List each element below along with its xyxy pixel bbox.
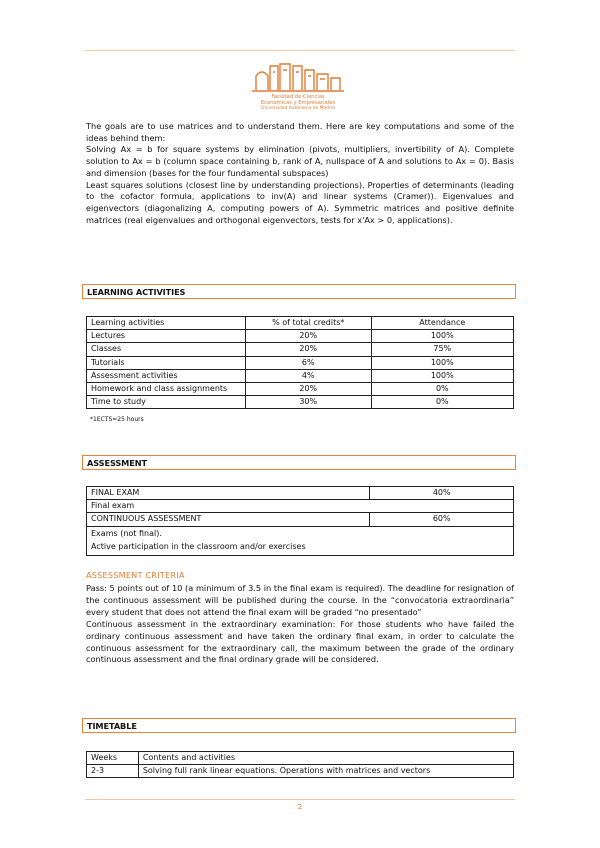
attendance-cell: 75% <box>371 343 513 356</box>
page-number: 2 <box>297 803 303 811</box>
section-title: ASSESSMENT <box>87 458 147 468</box>
criteria-paragraph: Pass: 5 points out of 10 (a minimum of 3.5 in the final exam is required). The deadline for resignation of the continuous assessment will be published during the course. In the “convocatoria extraordinaria” every student that does not attend the final exam will be graded “no presentado” <box>86 583 514 617</box>
weeks-cell: 2-3 <box>87 765 139 778</box>
header-cell: Learning activities <box>87 317 246 330</box>
building-icon <box>248 60 348 94</box>
attendance-cell: 100% <box>371 356 513 369</box>
continuous-assessment-items <box>87 526 514 555</box>
table-row <box>87 356 514 369</box>
criteria-paragraph: Continuous assessment in the extraordinary examination: For those students who have failed the ordinary continuous assessment and have taken the ordinary final exam, in order to calculate the continuous assessment for the extraordinary call, the maximum between the grade of the ordinary continuous assessment and the final ordinary grade will be considered. <box>86 618 514 665</box>
continuous-assessment-weight: 60% <box>370 513 514 526</box>
credits-cell: 20% <box>245 343 371 356</box>
credits-cell: 20% <box>245 382 371 395</box>
section-title: LEARNING ACTIVITIES <box>87 287 186 297</box>
header-cell: Contents and activities <box>138 752 513 765</box>
activity-cell: Assessment activities <box>87 369 246 382</box>
table-row <box>87 500 514 513</box>
logo-line-1: Facultad de Ciencias <box>271 94 325 100</box>
activity-cell: Lectures <box>87 330 246 343</box>
assessment-criteria <box>86 583 514 666</box>
assessment-table <box>86 486 514 556</box>
activity-cell: Tutorials <box>87 356 246 369</box>
goals-paragraph-1: Solving Ax = b for square systems by elimination (pivots, multipliers, invertibility of A). Complete solution to Ax = b (column space containing b, rank of A, nullspace of A and solutions to Ax = 0). Basis and dimension (bases for the four fundamental subspaces) <box>86 144 514 178</box>
credits-cell: 4% <box>245 369 371 382</box>
continuous-item: Active participation in the classroom and/or exercises <box>91 542 306 552</box>
final-exam-label: FINAL EXAM <box>87 487 370 500</box>
table-row <box>87 330 514 343</box>
table-row <box>87 382 514 395</box>
header-rule <box>85 50 515 51</box>
continuous-assessment-label: CONTINUOUS ASSESSMENT <box>87 513 370 526</box>
footer-rule <box>85 799 515 800</box>
section-title: TIMETABLE <box>87 721 137 731</box>
credits-cell: 20% <box>245 330 371 343</box>
learning-activities-heading <box>82 284 516 299</box>
ects-footnote: *1ECTS=25 hours <box>90 416 144 423</box>
timetable-table <box>86 751 514 778</box>
table-row <box>87 526 514 555</box>
credits-cell: 30% <box>245 396 371 409</box>
attendance-cell: 0% <box>371 396 513 409</box>
final-exam-weight: 40% <box>370 487 514 500</box>
table-row <box>87 765 514 778</box>
header-cell: Attendance <box>371 317 513 330</box>
header-cell: Weeks <box>87 752 139 765</box>
activity-cell: Time to study <box>87 396 246 409</box>
faculty-logo <box>248 60 348 114</box>
table-row <box>87 396 514 409</box>
table-header-row <box>87 752 514 765</box>
assessment-criteria-title: ASSESSMENT CRITERIA <box>86 571 185 580</box>
goals-intro: The goals are to use matrices and to understand them. Here are key computations and some of the ideas behind them: <box>86 121 514 143</box>
logo-line-3: Universidad Autónoma de Madrid <box>261 106 335 111</box>
header-cell: % of total credits* <box>245 317 371 330</box>
table-row <box>87 343 514 356</box>
table-row <box>87 487 514 500</box>
attendance-cell: 100% <box>371 330 513 343</box>
timetable-heading <box>82 718 516 733</box>
assessment-heading <box>82 455 516 470</box>
table-row <box>87 369 514 382</box>
goals-paragraph-2: Least squares solutions (closest line by understanding projections). Properties of determinants (leading to the cofactor formula, applications to inv(A) and linear systems (Cramer)). Eigenvalues and eigenvectors (diagonalizing A, computing powers of A). Symmetric matrices and positive definite matrices (real eigenvalues and orthogonal eigenvectors, tests for x'Ax > 0, applications). <box>86 179 514 225</box>
credits-cell: 6% <box>245 356 371 369</box>
learning-activities-table <box>86 316 514 409</box>
course-goals <box>86 121 514 226</box>
contents-cell: Solving full rank linear equations. Operations with matrices and vectors <box>138 765 513 778</box>
attendance-cell: 0% <box>371 382 513 395</box>
continuous-item: Exams (not final). <box>91 528 162 538</box>
attendance-cell: 100% <box>371 369 513 382</box>
table-row <box>87 513 514 526</box>
activity-cell: Classes <box>87 343 246 356</box>
table-header-row <box>87 317 514 330</box>
final-exam-item: Final exam <box>87 500 514 513</box>
logo-line-2: Económicas y Empresariales <box>260 100 336 106</box>
activity-cell: Homework and class assignments <box>87 382 246 395</box>
